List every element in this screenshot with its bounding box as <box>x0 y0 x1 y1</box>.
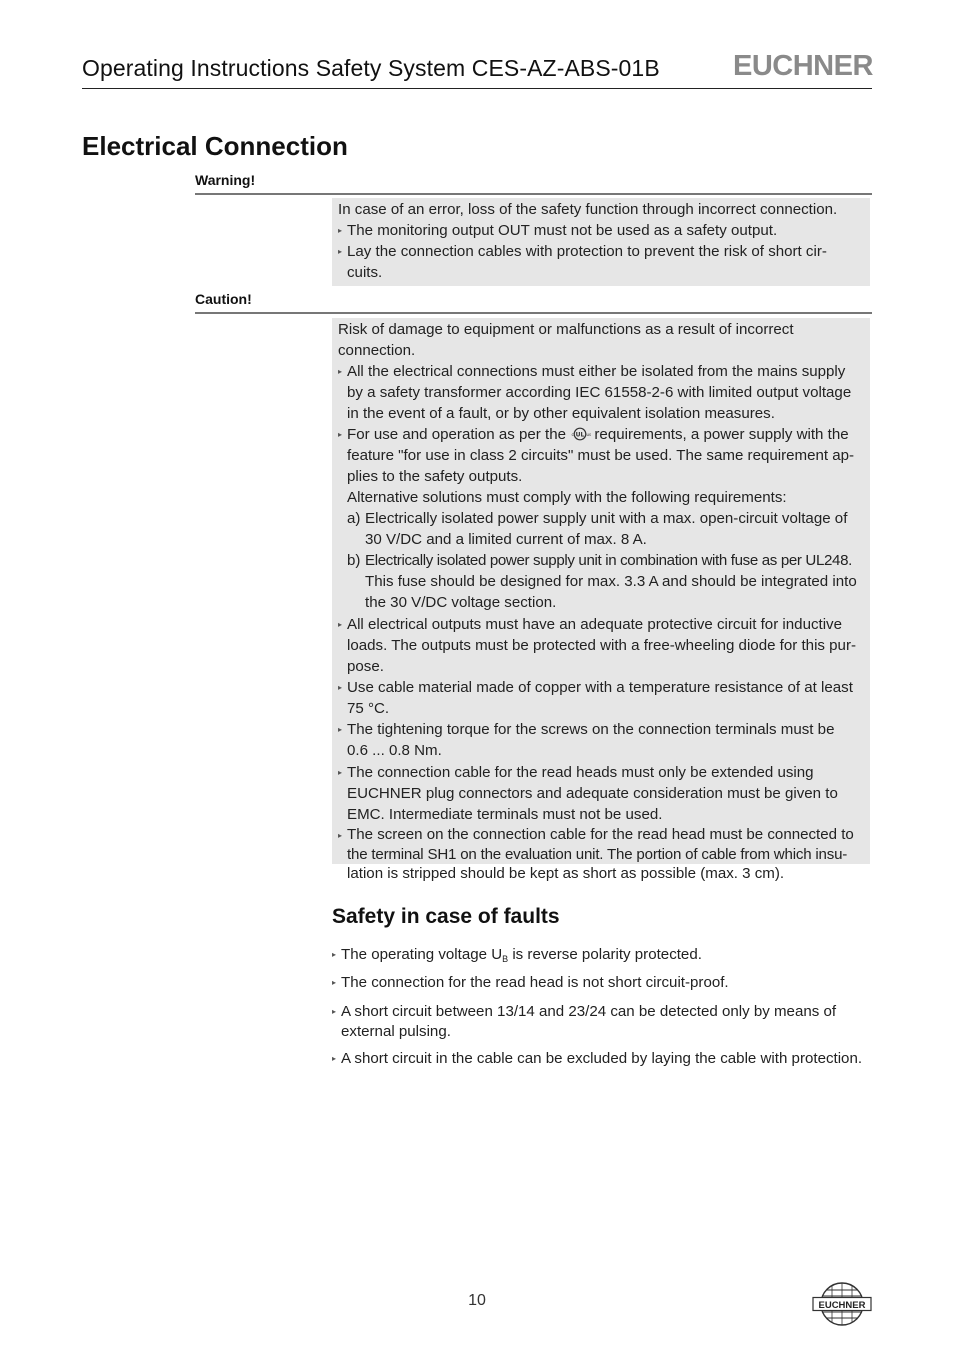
triangle-bullet-icon: ▸ <box>338 768 343 777</box>
header-divider <box>82 88 872 89</box>
warning-item: ▸ Lay the connection cables with protection to prevent the risk of short cir- cuits. <box>338 243 827 281</box>
svg-text:us: us <box>586 432 592 437</box>
faults-item: ▸ A short circuit between 13/14 and 23/24 can be detected only by means of external pulsing. <box>332 1003 837 1040</box>
svg-text:EUCHNER: EUCHNER <box>818 1299 866 1311</box>
caution-item: ▸ The connection cable for the read heads must only be extended using EUCHNER plug connectors and adequate consideration must be given to EMC. Intermediate terminals must not be used. <box>338 764 838 823</box>
document-title: Operating Instructions Safety System CES-AZ-ABS-01B <box>82 55 660 81</box>
caution-subitem-b: b) Electrically isolated power supply unit in combination with fuse as per UL248. This fuse should be designed for max. 3.3 A and should be integrated into the 30 V/DC voltage section. <box>347 552 857 611</box>
page-number: 10 <box>468 1292 486 1309</box>
faults-item: ▸ A short circuit in the cable can be excluded by laying the cable with protection. <box>332 1050 863 1067</box>
triangle-bullet-icon: ▸ <box>338 226 343 235</box>
warning-divider <box>195 193 872 195</box>
caution-divider <box>195 312 872 314</box>
triangle-bullet-icon: ▸ <box>332 1054 337 1063</box>
caution-box <box>332 318 870 882</box>
triangle-bullet-icon: ▸ <box>332 950 337 959</box>
svg-text:UL: UL <box>575 431 585 439</box>
euchner-footer-logo <box>812 1280 872 1328</box>
warning-label: Warning! <box>195 172 256 188</box>
triangle-bullet-icon: ▸ <box>338 247 343 256</box>
triangle-bullet-icon: ▸ <box>338 620 343 629</box>
warning-intro: In case of an error, loss of the safety function through incorrect connection. <box>338 201 838 218</box>
caution-item: ▸ Use cable material made of copper with a temperature resistance of at least 75 °C. <box>338 679 853 717</box>
section-title: Electrical Connection <box>82 131 348 161</box>
faults-title: Safety in case of faults <box>332 905 560 928</box>
caution-item: ▸ All the electrical connections must either be isolated from the mains supply by a safety transformer according IEC 61558-2-6 with limited output voltage in the event of a fault, or by other equivalent isolation measures. <box>338 363 852 422</box>
warning-box <box>332 198 870 286</box>
faults-item: ▸ The operating voltage $U_B$ is reverse polarity protected. <box>332 946 702 964</box>
triangle-bullet-icon: ▸ <box>338 430 343 439</box>
triangle-bullet-icon: ▸ <box>332 978 337 987</box>
ul-certification-mark-icon <box>570 427 590 441</box>
euchner-logo: EUCHNER <box>733 50 873 82</box>
triangle-bullet-icon: ▸ <box>338 683 343 692</box>
triangle-bullet-icon: ▸ <box>338 831 343 840</box>
svg-text:c: c <box>571 432 574 437</box>
caution-item: ▸ The tightening torque for the screws on the connection terminals must be 0.6 ... 0.8 Nm. <box>338 721 835 759</box>
faults-item: ▸ The connection for the read head is not short circuit-proof. <box>332 974 729 991</box>
triangle-bullet-icon: ▸ <box>332 1007 337 1016</box>
caution-item: ▸ The screen on the connection cable for the read head must be connected to the terminal SH1 on the evaluation unit. The portion of cable from which insu- lation is stripped should be kept as short as possible (max. 3 cm). <box>338 826 854 882</box>
caution-label: Caution! <box>195 291 252 307</box>
caution-subitem-a: a) Electrically isolated power supply unit with a max. open-circuit voltage of 30 V/DC and a limited current of max. 8 A. <box>347 510 848 548</box>
caution-item: ▸ For use and operation as per the UL c us requirements, a power supply with the feature "for use in class 2 circuits" must be used. The same requirement ap- plies to the safety outputs. Alternative solutions must comply with the following requirements: <box>338 426 855 506</box>
triangle-bullet-icon: ▸ <box>338 725 343 734</box>
warning-item: ▸ The monitoring output OUT must not be used as a safety output. <box>338 222 778 239</box>
triangle-bullet-icon: ▸ <box>338 367 343 376</box>
caution-item: ▸ All electrical outputs must have an adequate protective circuit for inductive loads. The outputs must be protected with a free-wheeling diode for this pur- pose. <box>338 616 857 675</box>
caution-intro: Risk of damage to equipment or malfunctions as a result of incorrect connection. <box>338 321 794 359</box>
